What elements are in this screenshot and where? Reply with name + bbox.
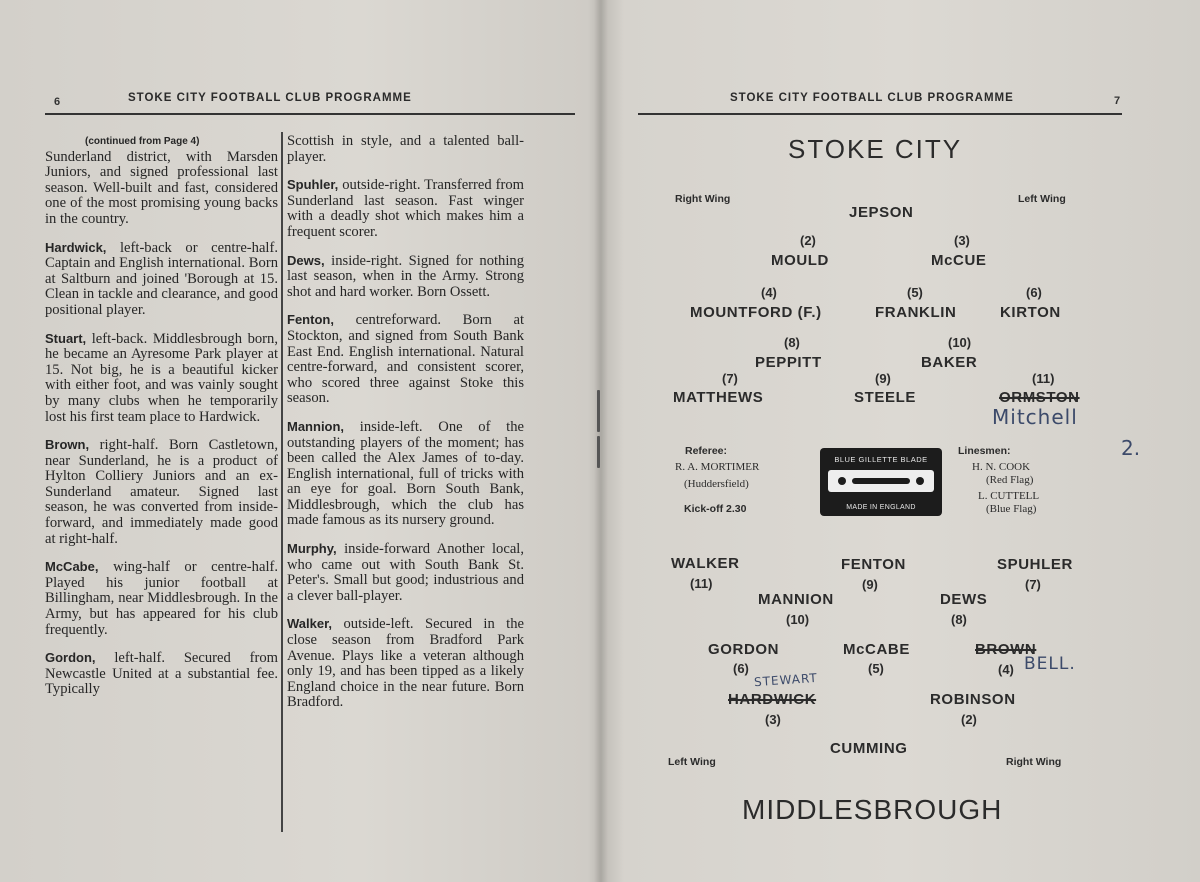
- home-number-6: (6): [1026, 285, 1042, 300]
- bio-spuhler: Spuhler, outside-right. Transferred from Sunderland last season. Fast winger with a deadly shot which makes him a frequent scorer.: [287, 177, 524, 240]
- bio-brown: Brown, right-half. Born Castletown, near Sunderland, he is a product of Hylton Colliery Juniors and an ex- Sunderland amateur. Signed last season, he was converted from inside-forward, and immediately made good at right-half.: [45, 437, 278, 547]
- home-player-2: MOULD: [771, 252, 829, 269]
- column-divider: [281, 132, 283, 832]
- home-number-10: (10): [948, 335, 972, 350]
- home-player-4: MOUNTFORD (F.): [690, 304, 822, 321]
- home-right-wing-label: Right Wing: [675, 193, 731, 205]
- home-goalkeeper: JEPSON: [849, 204, 914, 221]
- home-left-wing-label: Left Wing: [1018, 193, 1066, 205]
- bio-murphy: Murphy, inside-forward Another local, who came out with South Bank St. Peter's. Small but good; industrious and a clever ball-player.: [287, 541, 525, 604]
- referee-town: (Huddersfield): [684, 478, 749, 490]
- handwritten-2: 2.: [1121, 436, 1141, 460]
- away-player-7: SPUHLER: [997, 556, 1073, 573]
- home-number-8: (8): [784, 335, 800, 350]
- linesman-1-flag: (Red Flag): [986, 474, 1034, 486]
- away-number-4: (4): [998, 662, 1014, 677]
- away-goalkeeper: CUMMING: [830, 740, 908, 757]
- bio-walker: Walker, outside-left. Secured in the close season from Bradford Park Avenue. Plays like a veteran although only 19, and has been tipped as a likely England choice in the near future. Born Bradford.: [287, 616, 524, 711]
- away-player-4-struck: BROWN: [975, 641, 1037, 658]
- away-number-7: (7): [1025, 577, 1041, 592]
- home-player-9: STEELE: [854, 389, 916, 406]
- away-player-5: McCABE: [843, 641, 910, 658]
- linesman-1-name: H. N. COOK: [972, 461, 1031, 473]
- right-header-rule: [638, 113, 1122, 115]
- handwritten-bell: BELL.: [1024, 654, 1076, 674]
- left-column: [45, 134, 278, 710]
- right-page-header: STOKE CITY FOOTBALL CLUB PROGRAMME: [730, 92, 1014, 104]
- away-player-9: FENTON: [841, 556, 906, 573]
- right-page-number: 7: [1114, 95, 1121, 107]
- away-player-8: DEWS: [940, 591, 988, 608]
- bio-fenton: Fenton, centreforward. Born at Stockton, and signed from South Bank East End. English international. Natural centre-forward, and consistent scorer, who scored three against Stoke this season.: [287, 312, 524, 407]
- linesman-2-flag: (Blue Flag): [986, 503, 1037, 515]
- away-player-11: WALKER: [671, 555, 740, 572]
- home-player-11-struck: ORMSTON: [999, 389, 1080, 406]
- referee-label: Referee:: [685, 445, 728, 457]
- bio-mannion: Mannion, inside-left. One of the outstanding players of the moment; has been called the Alex James of to-day. English international, full of tricks with an eye for goal. Born South Bank, Middlesbrough, which the club has made famous as its nursery ground.: [287, 418, 525, 529]
- away-number-5: (5): [868, 661, 884, 676]
- away-number-10: (10): [786, 612, 810, 627]
- away-right-wing-label: Right Wing: [1006, 756, 1062, 768]
- home-number-9: (9): [875, 371, 891, 386]
- bio-hardwick: Hardwick, left-back or centre-half. Captain and English international. Born at Saltburn and joined 'Borough at 15. Clean in tackle and clearance, and good positional player.: [45, 239, 278, 318]
- gillette-advert: [820, 448, 942, 516]
- home-number-7: (7): [722, 371, 738, 386]
- referee-name: R. A. MORTIMER: [675, 461, 760, 473]
- away-player-10: MANNION: [758, 591, 834, 608]
- bio-stuart: Stuart, left-back. Middlesbrough born, he became an Ayresome Park player at 15. Not big, he is a beautiful kicker with either foot, and was vainly sought by many clubs when he temporarily lost his first team place to Hardwick.: [45, 330, 278, 425]
- kickoff-time: Kick-off 2.30: [684, 503, 747, 515]
- left-page-number: 6: [54, 96, 61, 108]
- home-number-5: (5): [907, 285, 923, 300]
- linesman-2-name: L. CUTTELL: [978, 490, 1040, 502]
- linesmen-label: Linesmen:: [958, 445, 1011, 457]
- advert-subtitle: MADE IN ENGLAND: [846, 504, 916, 511]
- away-number-6: (6): [733, 661, 749, 676]
- left-header-rule: [45, 113, 575, 115]
- bio-gordon-cont: Scottish in style, and a talented ball-player.: [287, 133, 524, 165]
- home-player-8: PEPPITT: [755, 354, 822, 371]
- away-player-2: ROBINSON: [930, 691, 1016, 708]
- razor-blade-icon: [828, 470, 934, 492]
- home-number-4: (4): [761, 285, 777, 300]
- home-player-5: FRANKLIN: [875, 304, 957, 321]
- bio-paragraph: Sunderland district, with Marsden Juniors, and signed professional last season. Well-built and fast, considered one of the most promising young backs in the country.: [45, 148, 278, 227]
- staple-top: [597, 390, 600, 432]
- handwritten-mitchell: Mitchell: [992, 405, 1078, 429]
- home-player-7: MATTHEWS: [673, 389, 764, 406]
- away-number-9: (9): [862, 577, 878, 592]
- advert-title: BLUE GILLETTE BLADE: [834, 455, 928, 464]
- staple-bottom: [597, 436, 600, 468]
- continued-note: (continued from Page 4): [85, 136, 200, 147]
- away-number-3: (3): [765, 712, 781, 727]
- home-number-2: (2): [800, 233, 816, 248]
- bio-dews: Dews, inside-right. Signed for nothing last season, when in the Army. Strong shot and hard worker. Born Ossett.: [287, 252, 524, 300]
- away-team-title: MIDDLESBROUGH: [742, 794, 1003, 825]
- left-page-header: STOKE CITY FOOTBALL CLUB PROGRAMME: [128, 92, 412, 104]
- home-player-6: KIRTON: [1000, 304, 1061, 321]
- handwritten-stewart: STEWART: [753, 670, 819, 690]
- away-player-3-struck: HARDWICK: [728, 691, 817, 708]
- home-number-11: (11): [1032, 371, 1055, 386]
- bio-mccabe: McCabe, wing-half or centre-half. Played his junior football at Billingham, near Middlesbrough. In the Army, but has appeared for his club frequently.: [45, 559, 279, 638]
- bio-gordon: Gordon, left-half. Secured from Newcastle United at a substantial fee. Typically: [45, 650, 278, 698]
- away-number-2: (2): [961, 712, 977, 727]
- away-number-11: (11): [690, 576, 713, 591]
- right-column: [287, 134, 524, 723]
- away-left-wing-label: Left Wing: [668, 756, 716, 768]
- home-player-10: BAKER: [921, 354, 978, 371]
- away-player-6: GORDON: [708, 641, 780, 658]
- home-number-3: (3): [954, 233, 970, 248]
- home-player-3: McCUE: [931, 252, 987, 269]
- home-team-title: STOKE CITY: [788, 134, 963, 164]
- away-number-8: (8): [951, 612, 967, 627]
